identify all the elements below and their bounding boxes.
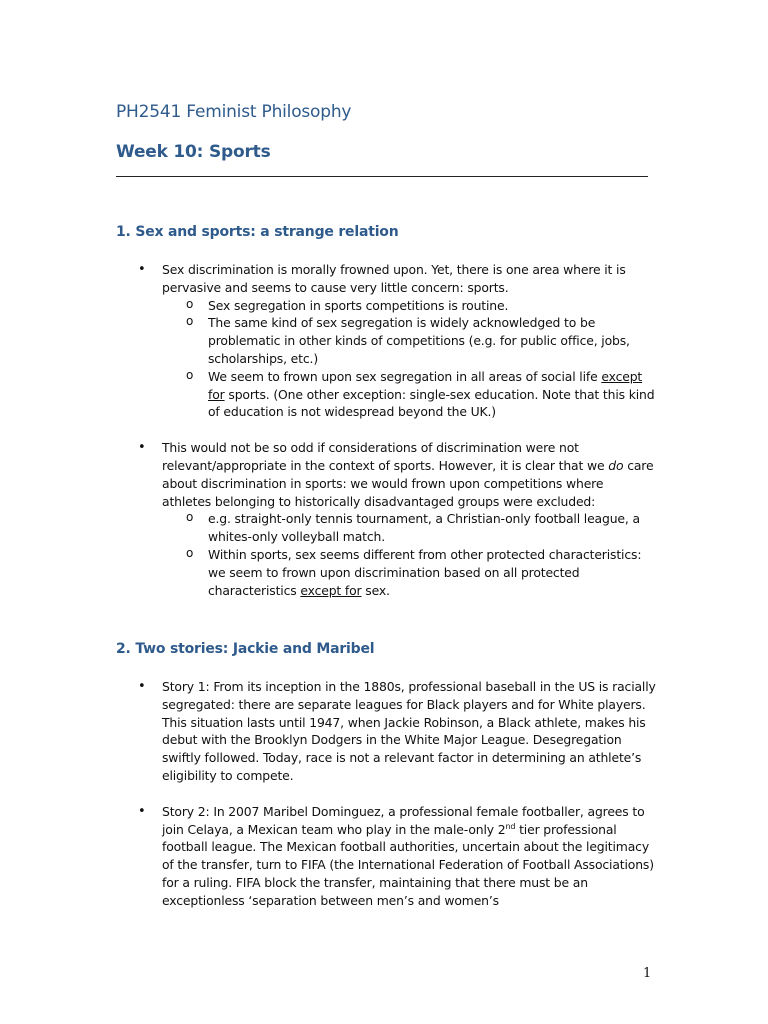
spacer [116,421,656,439]
superscript-text: nd [505,821,516,831]
list-item [116,678,656,785]
emphasis-text: do [608,457,624,473]
bullet-text: Story 2: In 2007 Maribel Dominguez, a professional female footballer, agrees to join Celaya, a Mexican team who play in the male-only 2 [162,803,645,837]
course-title: PH2541 Feminist Philosophy [116,102,352,122]
sub-list-item [116,368,656,421]
bullet-text: Sex discrimination is morally frowned upon. Yet, there is one area where it is pervasive and seems to cause very little concern: sports. [162,262,626,295]
section-2-heading: 2. Two stories: Jackie and Maribel [116,641,375,657]
sub-bullet-text: Sex segregation in sports competitions is routine. [208,297,509,313]
sub-list-item [116,297,656,315]
spacer [116,785,656,803]
sub-list-item [116,314,656,367]
underlined-text: except for [208,368,643,402]
list-item [116,261,656,297]
sub-bullet-text: The same kind of sex segregation is widely acknowledged to be problematic in other kinds of competitions (e.g. for public office, jobs, scholarships, etc.) [208,315,630,366]
bullet-text: tier professional football league. The Mexican football authorities, uncertain about the legitimacy of the transfer, turn to FIFA (the International Federation of Football Associations) for a ruling. FIFA block the transfer, maintaining that there must be an exceptionless ‘separation between men’s and women’s [162,821,654,908]
section-1-heading: 1. Sex and sports: a strange relation [116,224,399,240]
list-item [116,439,656,510]
sub-bullet-text: sports. (One other exception: single-sex education. Note that this kind of education is not widespread beyond the UK.) [208,386,655,420]
title-divider [116,176,648,177]
sub-list-item [116,510,656,546]
section-2-list [116,678,656,910]
section-1-list [116,261,656,599]
week-title: Week 10: Sports [116,142,271,162]
bullet-text: This would not be so odd if considerations of discrimination were not relevant/appropriate in the context of sports. However, it is clear that we [162,440,609,473]
sub-list-item [116,546,656,599]
sub-bullet-text: e.g. straight-only tennis tournament, a Christian-only football league, a whites-only volleyball match. [208,511,640,545]
bullet-text: Story 1: From its inception in the 1880s, professional baseball in the US is racially segregated: there are separate leagues for Black players and for White players. This situation lasts until 1947, when Jackie Robinson, a Black athlete, makes his debut with the Brooklyn Dodgers in the White Major League. Desegregation swiftly followed. Today, race is not a relevant factor in determining an athlete’s eligibility to compete. [162,679,656,783]
bullet-text: care about discrimination in sports: we would frown upon competitions where athletes belonging to historically disadvantaged groups were excluded: [162,457,654,509]
page-number: 1 [643,966,652,981]
list-item [116,803,656,910]
underlined-text: except for [300,582,362,598]
sub-bullet-text: We seem to frown upon sex segregation in all areas of social life [208,368,602,384]
sub-bullet-text: Within sports, sex seems different from other protected characteristics: we seem to frown upon discrimination based on all protected characteristics [208,546,642,598]
sub-bullet-text: sex. [361,582,390,598]
